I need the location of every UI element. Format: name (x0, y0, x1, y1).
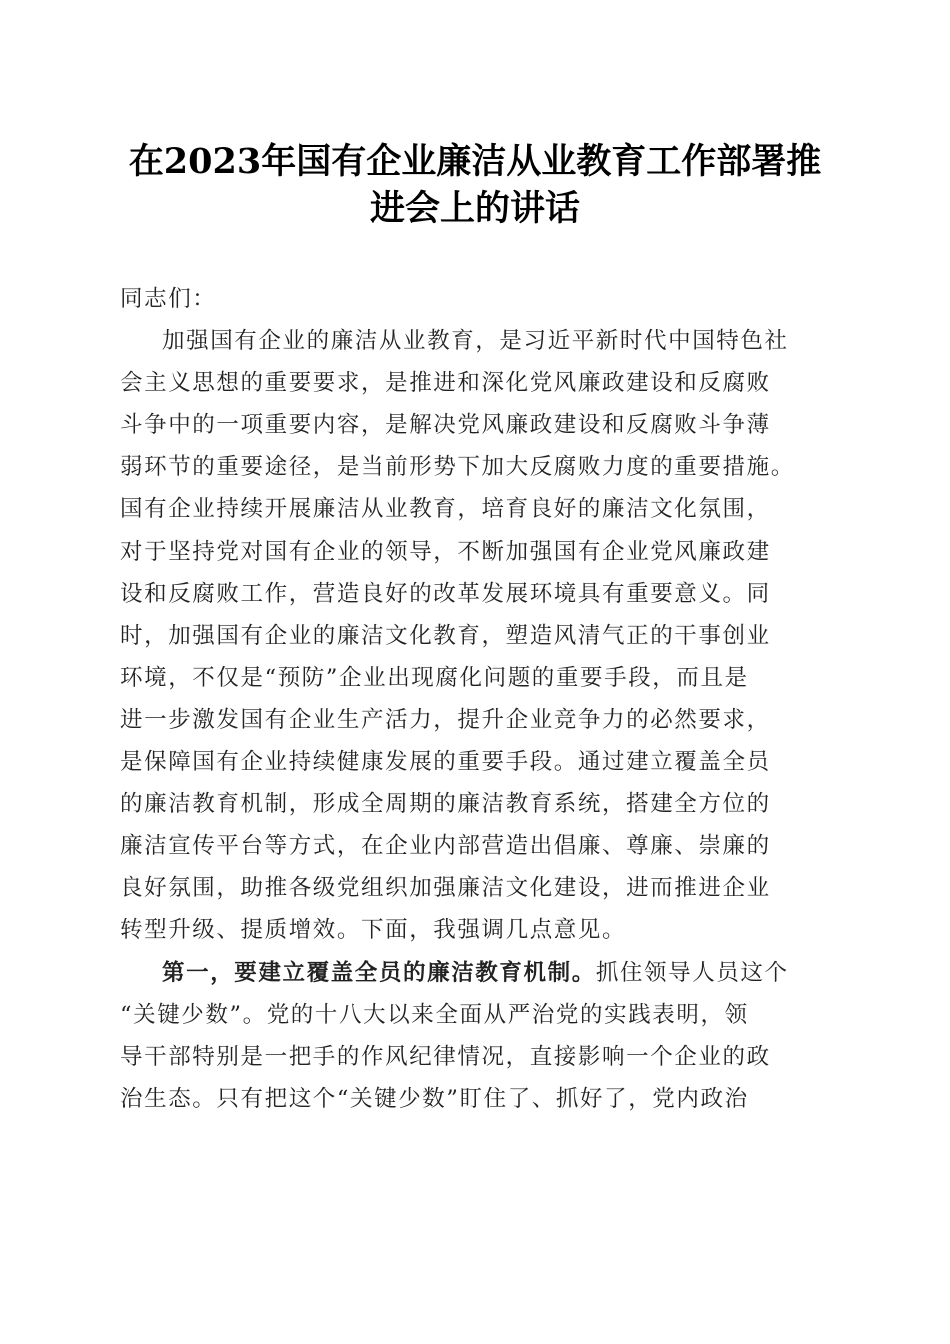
text-line: 时，加强国有企业的廉洁文化教育，塑造风清气正的干事创业 (120, 622, 771, 649)
text-line: 弱环节的重要途径，是当前形势下加大反腐败力度的重要措施。 (120, 454, 795, 481)
text-line: 良好氛围，助推各级党组织加强廉洁文化建设，进而推进企业 (120, 875, 771, 902)
text-line: 加强国有企业的廉洁从业教育，是习近平新时代中国特色社 (162, 328, 789, 355)
salutation: 同志们： (120, 286, 217, 312)
text-line: 的廉洁教育机制，形成全周期的廉洁教育系统，搭建全方位的 (120, 791, 771, 818)
text-line: 是保障国有企业持续健康发展的重要手段。通过建立覆盖全员 (120, 749, 771, 776)
document-body (120, 278, 840, 1120)
paragraph-2-first-line (120, 952, 840, 994)
text-line: 环境，不仅是“预防”企业出现腐化问题的重要手段，而且是 (120, 664, 749, 691)
text-line: 国有企业持续开展廉洁从业教育，培育良好的廉洁文化氛围， (120, 496, 771, 523)
section-heading-rest: 抓住领导人员这个 (595, 959, 789, 986)
title-line-1: 在2023年国有企业廉洁从业教育工作部署推 (128, 141, 822, 182)
section-heading: 第一，要建立覆盖全员的廉洁教育机制。 (162, 959, 596, 986)
text-line: 设和反腐败工作，营造良好的改革发展环境具有重要意义。同 (120, 580, 771, 607)
document-title (100, 138, 850, 232)
text-line: 治生态。只有把这个“关键少数”盯住了、抓好了，党内政治 (120, 1085, 749, 1112)
text-line: 转型升级、提质增效。下面，我强调几点意见。 (120, 917, 627, 944)
text-line: 廉洁宣传平台等方式，在企业内部营造出倡廉、尊廉、崇廉的 (120, 833, 771, 860)
text-line: “关键少数”。党的十八大以来全面从严治党的实践表明，领 (120, 1001, 749, 1028)
title-line-2: 进会上的讲话 (369, 188, 580, 229)
text-line: 斗争中的一项重要内容，是解决党风廉政建设和反腐败斗争薄 (120, 412, 771, 439)
paragraph-1 (120, 320, 840, 951)
text-line: 导干部特别是一把手的作风纪律情况，直接影响一个企业的政 (120, 1043, 771, 1070)
paragraph-2 (120, 952, 840, 1120)
text-line: 进一步激发国有企业生产活力，提升企业竞争力的必然要求， (120, 706, 771, 733)
text-line: 对于坚持党对国有企业的领导，不断加强国有企业党风廉政建 (120, 538, 771, 565)
text-line: 会主义思想的重要要求，是推进和深化党风廉政建设和反腐败 (120, 370, 771, 397)
